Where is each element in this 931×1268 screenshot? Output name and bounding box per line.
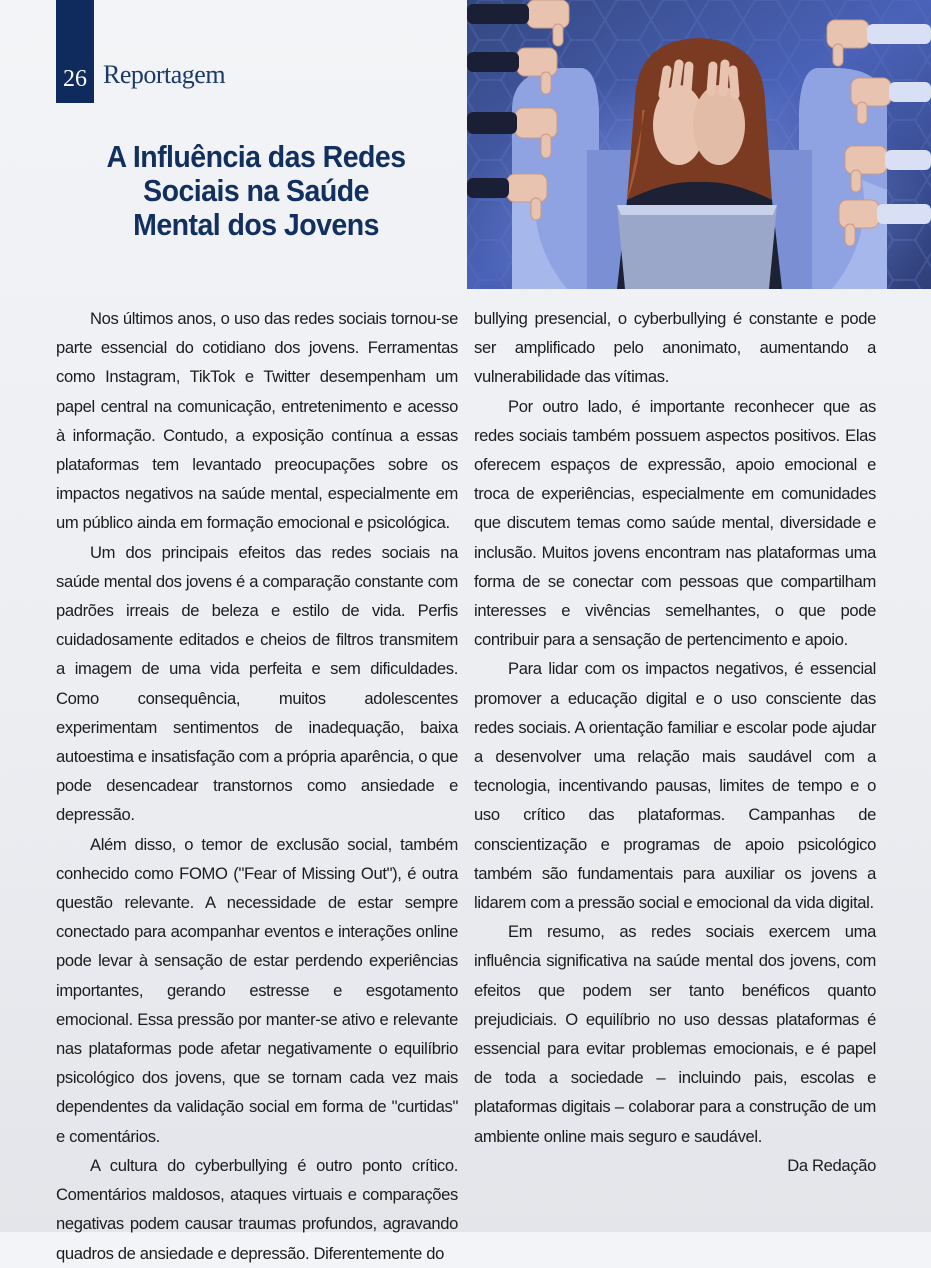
section-title: Reportagem xyxy=(103,60,226,89)
title-line: Sociais na Saúde xyxy=(143,173,369,208)
paragraph: Em resumo, as redes sociais exercem uma influência significativa na saúde mental dos jovens, com efeitos que podem ser tanto benéficos quanto prejudiciais. O equilíbrio no uso dessas plataformas é essencial para evitar problemas emocionais, e é papel de toda a sociedade – incluindo pais, escolas e plataformas digitais – colaborar para a construção de um ambiente online mais seguro e saudável. xyxy=(474,922,876,1146)
title-line: A Influência das Redes xyxy=(106,139,406,174)
paragraph: Nos últimos anos, o uso das redes sociais tornou-se parte essencial do cotidiano dos jovens. Ferramentas como Instagram, TikTok e Twitter desempenham um papel central na comunicação, entretenimento e acesso à informação. Contudo, a exposição contínua a essas plataformas tem levantado preocupações sobre os impactos negativos na saúde mental, especialmente em um público ainda em formação emocional e psicológica. xyxy=(56,309,458,533)
article-title xyxy=(72,140,440,242)
article-column-right xyxy=(474,304,876,1180)
article-column-left xyxy=(56,304,458,1268)
paragraph: Para lidar com os impactos negativos, é essencial promover a educação digital e o uso consciente das redes sociais. A orientação familiar e escolar pode ajudar a desenvolver uma relação mais saudável com a tecnologia, incentivando pausas, limites de tempo e o uso crítico das plataformas. Campanhas de conscientização e programas de apoio psicológico também são fundamentais para auxiliar os jovens a lidarem com a pressão social e emocional da vida digital. xyxy=(474,659,876,913)
paragraph: Além disso, o temor de exclusão social, também conhecido como FOMO ("Fear of Missing Out"), é outra questão relevante. A necessidade de estar sempre conectado para acompanhar eventos e interações online pode levar à sensação de estar perdendo experiências importantes, gerando estresse e esgotamento emocional. Essa pressão por manter-se ativo e relevante nas plataformas pode afetar negativamente o equilíbrio psicológico dos jovens, que se tornam cada vez mais dependentes da validação social em forma de "curtidas" e comentários. xyxy=(56,834,458,1146)
woman-covering-face-icon xyxy=(467,0,931,289)
author-signature: Da Redação xyxy=(787,1155,876,1175)
article-photo xyxy=(467,0,931,289)
paragraph: bullying presencial, o cyberbullying é constante e pode ser amplificado pelo anonimato, aumentando a vulnerabilidade das vítimas. xyxy=(474,309,876,387)
title-line: Mental dos Jovens xyxy=(133,207,379,242)
paragraph: Por outro lado, é importante reconhecer que as redes sociais também possuem aspectos positivos. Elas oferecem espaços de expressão, apoio emocional e troca de experiências, especialmente em comunidades que discutem temas como saúde mental, diversidade e inclusão. Muitos jovens encontram nas plataformas uma forma de se conectar com pessoas que compartilham interesses e vivências semelhantes, o que pode contribuir para a sensação de pertencimento e apoio. xyxy=(474,396,876,650)
paragraph: A cultura do cyberbullying é outro ponto crítico. Comentários maldosos, ataques virtuais e comparações negativas podem causar traumas profundos, agravando quadros de ansiedade e depressão. Diferentemente do xyxy=(56,1155,458,1263)
paragraph: Um dos principais efeitos das redes sociais na saúde mental dos jovens é a comparação constante com padrões irreais de beleza e estilo de vida. Perfis cuidadosamente editados e cheios de filtros transmitem a imagem de uma vida perfeita e sem dificuldades. Como consequência, muitos adolescentes experimentam sentimentos de inadequação, baixa autoestima e insatisfação com a própria aparência, o que pode desencadear transtornos como ansiedade e depressão. xyxy=(56,542,458,825)
page-number: 26 xyxy=(56,0,94,103)
